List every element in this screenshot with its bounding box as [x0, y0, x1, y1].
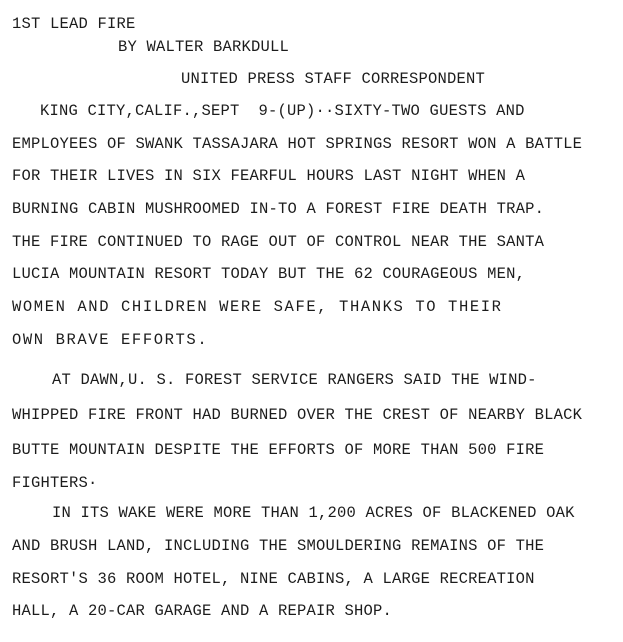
- paragraph-2-line-3: BUTTE MOUNTAIN DESPITE THE EFFORTS OF MORE THAN 500 FIRE: [12, 441, 545, 459]
- paragraph-1-line-5: THE FIRE CONTINUED TO RAGE OUT OF CONTROL NEAR THE SANTA: [12, 233, 545, 251]
- paragraph-1-line-8: OWN BRAVE EFFORTS.: [12, 331, 209, 349]
- paragraph-1-line-1: KING CITY,CALIF.,SEPT 9-(UP)··SIXTY-TWO GUESTS AND: [40, 102, 525, 120]
- byline: BY WALTER BARKDULL: [118, 38, 290, 56]
- paragraph-1-line-6: LUCIA MOUNTAIN RESORT TODAY BUT THE 62 COURAGEOUS MEN,: [12, 265, 526, 283]
- paragraph-2-line-4: FIGHTERS·: [12, 474, 98, 492]
- slug-line: 1ST LEAD FIRE: [12, 15, 136, 33]
- paragraph-2-line-1: AT DAWN,U. S. FOREST SERVICE RANGERS SAID THE WIND-: [52, 371, 537, 389]
- paragraph-1-line-4: BURNING CABIN MUSHROOMED IN-TO A FOREST FIRE DEATH TRAP.: [12, 200, 545, 218]
- paragraph-2-line-2: WHIPPED FIRE FRONT HAD BURNED OVER THE CREST OF NEARBY BLACK: [12, 406, 583, 424]
- paragraph-3-line-1: IN ITS WAKE WERE MORE THAN 1,200 ACRES OF BLACKENED OAK: [52, 504, 575, 522]
- paragraph-3-line-2: AND BRUSH LAND, INCLUDING THE SMOULDERING REMAINS OF THE: [12, 537, 545, 555]
- paragraph-1-line-3: FOR THEIR LIVES IN SIX FEARFUL HOURS LAST NIGHT WHEN A: [12, 167, 526, 185]
- paragraph-3-line-3: RESORT'S 36 ROOM HOTEL, NINE CABINS, A LARGE RECREATION: [12, 570, 535, 588]
- paragraph-1-line-2: EMPLOYEES OF SWANK TASSAJARA HOT SPRINGS RESORT WON A BATTLE: [12, 135, 583, 153]
- paragraph-1-line-7: WOMEN AND CHILDREN WERE SAFE, THANKS TO THEIR: [12, 298, 503, 316]
- credit-line: UNITED PRESS STAFF CORRESPONDENT: [181, 70, 486, 88]
- paragraph-3-line-4: HALL, A 20-CAR GARAGE AND A REPAIR SHOP.: [12, 602, 393, 620]
